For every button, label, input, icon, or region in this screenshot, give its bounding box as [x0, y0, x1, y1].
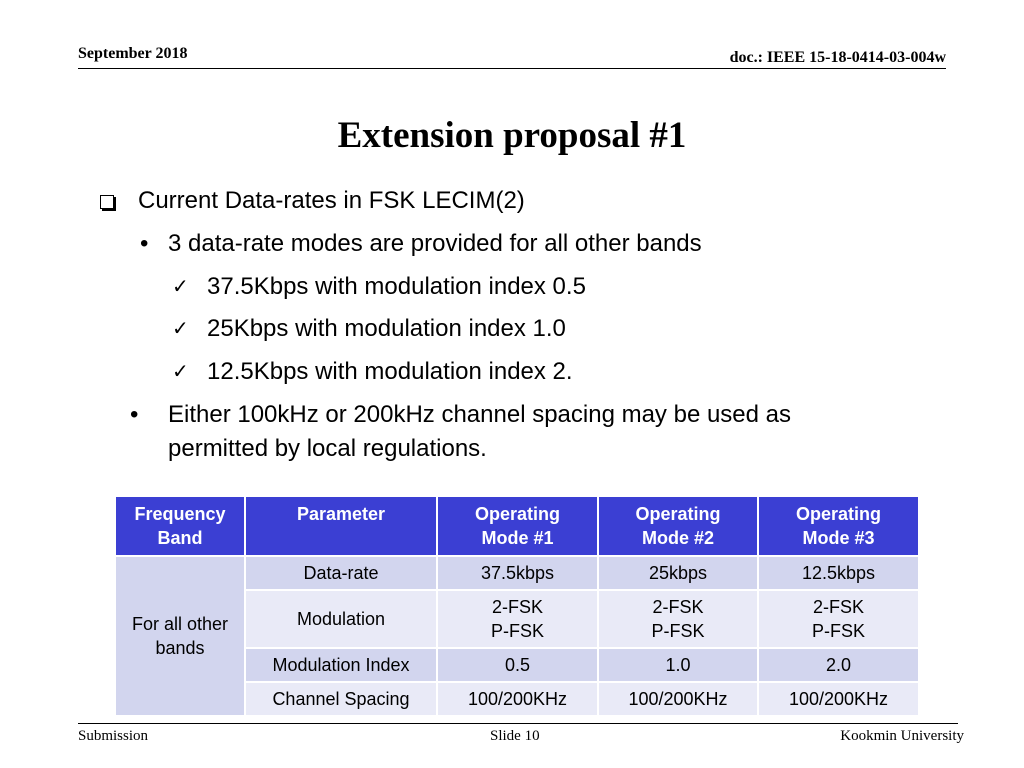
header-mode-2: [598, 496, 758, 556]
bullet-icon: •: [130, 401, 139, 428]
header-text: Mode #3: [802, 528, 875, 548]
value-cell: 25kbps: [598, 556, 758, 590]
footer-organization: Kookmin University: [840, 728, 964, 744]
value-cell: 12.5kbps: [758, 556, 919, 590]
footer-submission: Submission: [78, 728, 149, 744]
header-text: Frequency: [134, 504, 226, 524]
bullet-sub-modes: 3 data-rate modes are provided for all other bands: [168, 230, 702, 257]
value-text: P-FSK: [651, 621, 705, 641]
param-cell: Modulation: [245, 590, 437, 648]
header-text: Operating: [795, 504, 881, 524]
header-text: Operating: [635, 504, 721, 524]
value-text: 2-FSK: [491, 597, 543, 617]
bullet-sub-spacing-line2: permitted by local regulations.: [168, 435, 487, 462]
value-cell: 1.0: [598, 648, 758, 682]
check-icon: ✓: [172, 318, 189, 340]
check-item-2: 25Kbps with modulation index 1.0: [207, 315, 566, 342]
header-frequency-band: [115, 496, 245, 556]
check-icon: ✓: [172, 276, 189, 298]
header-mode-3: [758, 496, 919, 556]
param-cell: Channel Spacing: [245, 682, 437, 716]
slide-title: Extension proposal #1: [337, 115, 687, 156]
header-parameter: [245, 496, 437, 556]
header-text: Mode #1: [481, 528, 554, 548]
band-cell: [115, 556, 245, 716]
check-item-3: 12.5Kbps with modulation index 2.: [207, 358, 573, 385]
value-cell: 0.5: [437, 648, 598, 682]
value-text: P-FSK: [811, 621, 865, 641]
value-text: 2-FSK: [812, 597, 864, 617]
value-cell: 100/200KHz: [758, 682, 919, 716]
bullet-sub-spacing-line1: Either 100kHz or 200kHz channel spacing may be used as: [168, 401, 792, 428]
header-text: Operating: [474, 504, 560, 524]
param-cell: Modulation Index: [245, 648, 437, 682]
footer-divider: [78, 723, 958, 724]
table-row: [115, 556, 919, 590]
band-text: bands: [155, 638, 205, 658]
bullet-main: Current Data-rates in FSK LECIM(2): [138, 187, 525, 214]
header-doc-id: doc.: IEEE 15-18-0414-03-004w: [729, 49, 946, 66]
header-mode-1: [437, 496, 598, 556]
value-text: 2-FSK: [652, 597, 704, 617]
square-bullet-icon: [100, 195, 114, 209]
footer-slide-number: Slide 10: [490, 728, 540, 744]
data-rate-table: [114, 495, 920, 717]
header-text: Parameter: [296, 504, 386, 524]
table-header-row: [115, 496, 919, 556]
value-cell: [437, 590, 598, 648]
value-text: P-FSK: [490, 621, 544, 641]
param-cell: Data-rate: [245, 556, 437, 590]
bullet-icon: •: [140, 230, 149, 257]
header-divider: [78, 68, 946, 69]
header-text: Band: [157, 528, 203, 548]
header-date: September 2018: [78, 45, 188, 62]
value-cell: [758, 590, 919, 648]
value-cell: 100/200KHz: [437, 682, 598, 716]
value-cell: 2.0: [758, 648, 919, 682]
check-icon: ✓: [172, 361, 189, 383]
value-cell: 37.5kbps: [437, 556, 598, 590]
header-text: Mode #2: [641, 528, 715, 548]
value-cell: [598, 590, 758, 648]
value-cell: 100/200KHz: [598, 682, 758, 716]
band-text: For all other: [131, 614, 229, 634]
check-item-1: 37.5Kbps with modulation index 0.5: [207, 273, 586, 300]
